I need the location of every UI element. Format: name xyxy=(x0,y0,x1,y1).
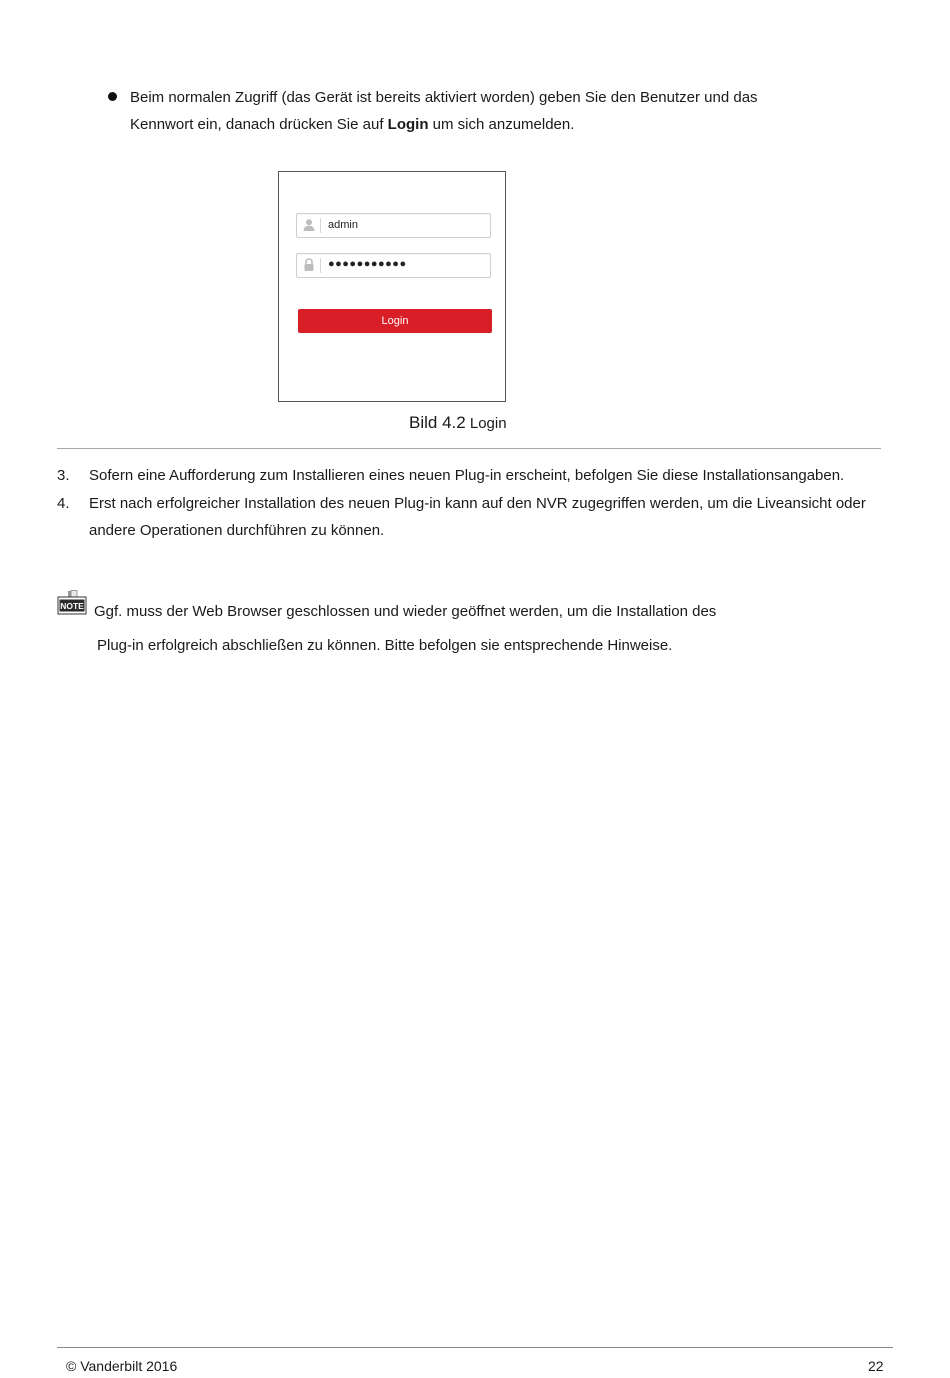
bullet-point xyxy=(108,92,117,101)
login-keyword: Login xyxy=(387,116,429,133)
note-line-2: Plug-in erfolgreich abschließen zu können. Bitte befolgen sie entsprechende Hinweise. xyxy=(97,637,673,654)
username-field-divider xyxy=(320,218,321,233)
username-field[interactable] xyxy=(296,213,491,238)
section-divider xyxy=(57,448,881,449)
username-value: admin xyxy=(328,219,358,231)
password-field-divider xyxy=(320,258,321,273)
step-number: 3. xyxy=(57,467,70,484)
login-button[interactable]: Login xyxy=(298,309,492,333)
lock-icon xyxy=(301,257,317,273)
step-number: 4. xyxy=(57,495,70,512)
step-text: Sofern eine Aufforderung zum Installieren eines neuen Plug-in erscheint, befolgen Sie diese Installationsangaben. xyxy=(89,467,845,484)
footer-divider xyxy=(57,1347,893,1348)
intro-line-2-end: um sich anzumelden. xyxy=(428,116,575,133)
caption-title: Login xyxy=(469,415,507,432)
intro-line-1: Beim normalen Zugriff (das Gerät ist bereits aktiviert worden) geben Sie den Benutzer und das xyxy=(130,89,758,106)
intro-line-2-text: Kennwort ein, danach drücken Sie auf xyxy=(130,116,388,133)
password-field[interactable] xyxy=(296,253,491,278)
note-icon-label: NOTE xyxy=(60,601,84,611)
note-line-1: Ggf. muss der Web Browser geschlossen und wieder geöffnet werden, um die Installation des xyxy=(94,603,717,620)
footer-copyright: © Vanderbilt 2016 xyxy=(66,1358,178,1374)
note-icon xyxy=(57,590,87,615)
user-icon xyxy=(301,217,317,233)
step-text-continued: andere Operationen durchführen zu können. xyxy=(89,522,385,539)
step-text: Erst nach erfolgreicher Installation des neuen Plug-in kann auf den NVR zugegriffen werden, um die Liveansicht oder xyxy=(89,495,866,512)
figure-caption xyxy=(409,413,507,433)
intro-line-2 xyxy=(130,116,574,134)
caption-prefix: Bild 4.2 xyxy=(409,413,466,432)
password-value: ●●●●●●●●●●● xyxy=(328,258,407,270)
login-screenshot-figure xyxy=(278,171,506,402)
page-number: 22 xyxy=(868,1358,884,1374)
